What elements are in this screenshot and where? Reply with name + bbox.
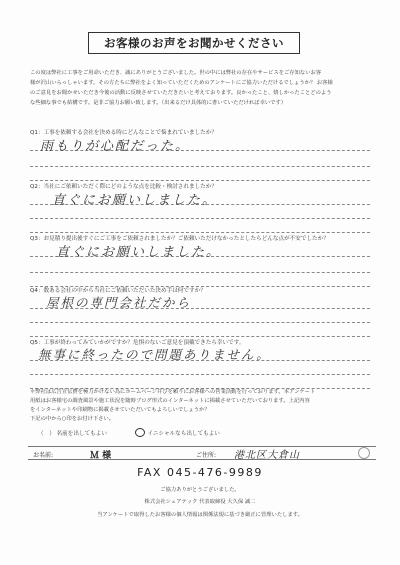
question-3-answer: 直ぐにお願いしました。 [56, 245, 222, 260]
option-initial-ok[interactable] [135, 428, 220, 437]
name-address-row [28, 446, 376, 460]
question-4-answer: 屋根の専門会社だから [46, 295, 192, 310]
question-1-answer: 雨もりが心配だった。 [40, 139, 191, 154]
intro-line: な些細な事でも結構です。是非ご協力お願い致します。（出来るだけ具体的に書いていただければ幸いです） [30, 100, 287, 106]
question-5-answer-area [30, 346, 370, 390]
question-2-answer: 直ぐにお願いしました。 [52, 193, 218, 208]
company-signature: 株式会社シェアテック 代表取締役 大久保 誠二 [144, 499, 256, 505]
stamp-circle-icon [358, 447, 370, 459]
intro-line: この度は弊社に工事をご用命いただき、誠にありがとうございました。世の中には弊社の存在やサービスをご存知ないお客 [30, 70, 322, 76]
option-initial-ok-label: イニシャルなら出してもよい [147, 431, 220, 437]
title-box [88, 32, 300, 54]
fax-number: FAX 045-476-9989 [137, 466, 263, 479]
address-value: 港北区大倉山 [234, 450, 300, 461]
page-title: お客様のお声をお聞かせください [104, 36, 284, 50]
option-name-ok[interactable] [38, 429, 107, 437]
question-4-answer-area [30, 294, 370, 338]
note-line: をインターネットや印刷物に掲載させていただいてもよろしいでしょうか？ [30, 407, 210, 413]
option-paren: （ ） [38, 431, 55, 437]
option-name-ok-label: 名前を出してもよい [56, 431, 107, 437]
publish-consent-note [30, 388, 375, 424]
note-line: 用紙はお客様宅の調査風景や施工状況を随時ブログ形式のインターネットに掲載させていただいております。上記内容 [30, 398, 310, 404]
name-label: お名前: [33, 452, 54, 459]
consent-options [38, 428, 246, 437]
question-1-answer-area [30, 136, 370, 182]
intro-text [30, 68, 375, 108]
address-label: ご住所: [196, 452, 217, 459]
question-4-label: Q4：数ある会社の中から当社にご依頼いただいた決め手は何ですか？ [30, 288, 206, 294]
question-2-label: Q2：当社にご依頼いただく際にどのような点を比較・検討されましたか？ [30, 184, 217, 190]
question-1-label: Q1：工事を依頼する会社を決める時にどんなことで悩まれていましたか？ [30, 130, 217, 136]
name-value: Ｍ 様 [90, 451, 112, 461]
intro-line: のご意見をお聞かせいただき今後の活動に反映させていただきたいと考えております。良かったこと、嬉しかったことどのよう [30, 90, 332, 96]
question-3-answer-area [30, 242, 370, 288]
question-5-label: Q5：工事が終わってみていかがですか？危惧のないご意見を頂戴できたら幸いです。 [30, 340, 245, 346]
question-5-answer: 無事に終ったので問題ありません。 [38, 347, 271, 362]
privacy-notice: 当アンケートで取得したお客様の個人情報は関係法規に基づき厳正に管理いたします。 [97, 512, 303, 518]
note-line: 下記の中から○印をお付け下さい。 [30, 416, 115, 422]
thanks-text: ご協力ありがとうございました。 [160, 487, 240, 493]
circled-mark-icon [135, 428, 145, 437]
question-2-answer-area [30, 190, 370, 234]
note-line: ＊弊社は広告宣伝費を極力かけない為にホームページ并びを頼りにお客様への営業活動を行っております。本アンケート [30, 389, 316, 395]
intro-line: 様が沢山いらっしゃいます。その方たちに弊社をよく知っていただくためのアンケートにご協力いただけるでしょうか？ お客様 [30, 80, 333, 86]
question-3-label: Q3：お見積り提出後すぐにご工事をご依頼されましたか？ご依頼いただけなかったとしたらどんな点が不安でしたか？ [30, 236, 329, 242]
